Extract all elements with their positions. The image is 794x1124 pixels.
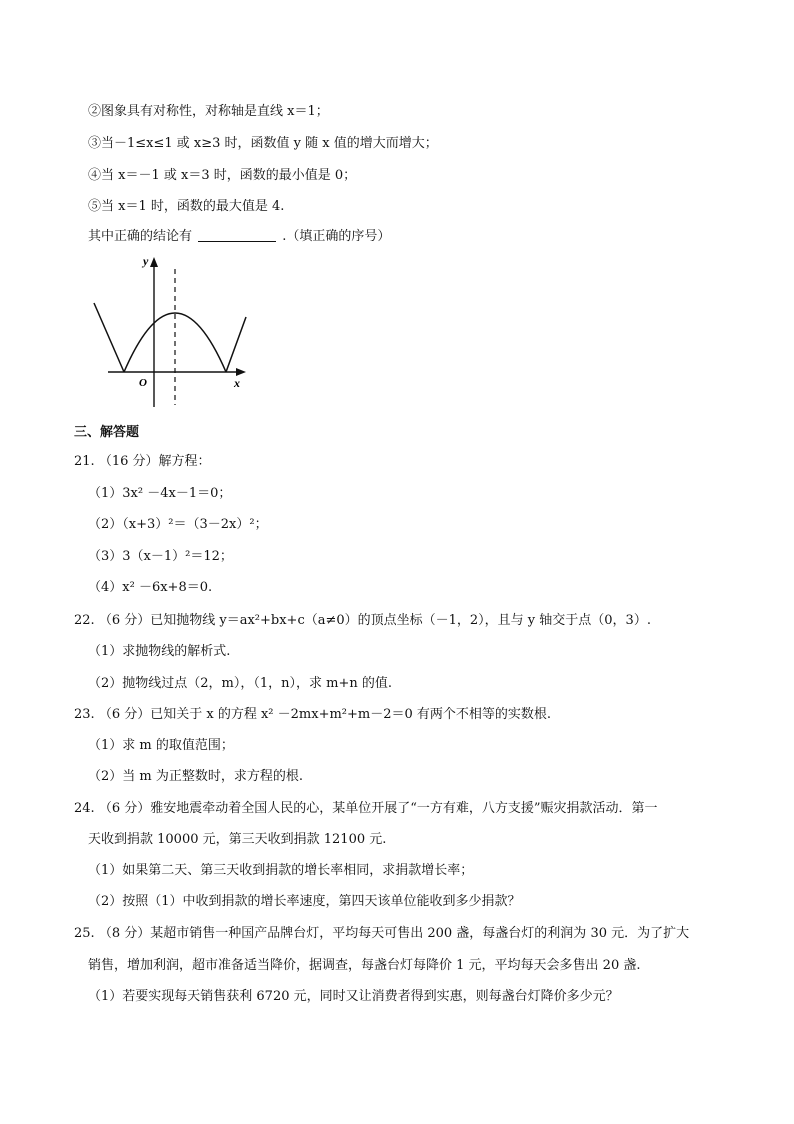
- answer-prompt-suffix: .（填正确的序号）: [282, 229, 391, 244]
- q24-stem-line-2: 天收到捐款 10000 元，第三天收到捐款 12100 元.: [88, 832, 387, 847]
- y-axis-arrow-icon: [150, 257, 158, 267]
- answer-prompt: [88, 228, 390, 246]
- q24-stem-line-1: 雅安地震牵动着全国人民的心，某单位开展了“一方有难，八方支援”赈灾捐款活动．第一: [150, 801, 658, 816]
- question-24: [74, 800, 658, 818]
- answer-blank[interactable]: [198, 229, 276, 242]
- q21-stem: 解方程：: [158, 454, 211, 469]
- q22-score: （6 分）: [98, 613, 151, 628]
- x-axis-arrow-icon: [236, 368, 246, 376]
- q25-stem-line-2: 销售，增加利润，超市准备适当降价，据调查，每盏台灯每降价 1 元，平均每天会多售出 20 盏.: [88, 958, 641, 973]
- q24-score: （6 分）: [98, 801, 151, 816]
- q22-number: 22.: [74, 613, 95, 628]
- q25-stem-line-1: 某超市销售一种国产品牌台灯，平均每天可售出 200 盏，每盏台灯的利润为 30 元．为了扩大: [150, 926, 690, 941]
- q25-number: 25.: [74, 926, 95, 941]
- q23-part-1: （1）求 m 的取值范围；: [88, 738, 234, 753]
- y-axis-label: y: [143, 255, 149, 268]
- answer-prompt-text: 其中正确的结论有: [88, 229, 193, 244]
- q21-part-2: （2）（x+3）²＝（3－2x）²；: [88, 517, 268, 532]
- x-axis-label: x: [234, 376, 240, 390]
- statement-5: ⑤当 x＝1 时，函数的最大值是 4.: [88, 199, 285, 214]
- question-22: [74, 612, 651, 630]
- question-23: [74, 706, 551, 724]
- q22-part-2: （2）抛物线过点（2，m），（1，n），求 m+n 的值.: [88, 676, 393, 691]
- question-25: [74, 925, 689, 943]
- statement-4: ④当 x＝－1 或 x＝3 时，函数的最小值是 0；: [88, 168, 357, 183]
- q23-part-2: （2）当 m 为正整数时，求方程的根.: [88, 769, 303, 784]
- curve-right-arm: [226, 317, 246, 372]
- q23-number: 23.: [74, 707, 95, 722]
- question-21: [74, 453, 211, 471]
- origin-label: O: [139, 377, 147, 389]
- q21-part-3: （3）3（x－1）²＝12；: [88, 549, 233, 564]
- q23-stem: 已知关于 x 的方程 x² －2mx+m²+m－2＝0 有两个不相等的实数根.: [150, 707, 552, 722]
- q24-part-1: （1）如果第二天、第三天收到捐款的增长率相同，求捐款增长率；: [88, 863, 474, 878]
- section-title: 三、解答题: [74, 425, 140, 440]
- q21-score: （16 分）: [98, 454, 159, 469]
- q25-score: （8 分）: [98, 926, 151, 941]
- q23-score: （6 分）: [98, 707, 151, 722]
- q21-part-1: （1）3x² －4x－1＝0；: [88, 486, 232, 501]
- q22-stem: 已知抛物线 y＝ax²+bx+c（a≠0）的顶点坐标（－1，2），且与 y 轴交于点（0，3）.: [150, 613, 651, 628]
- function-graph: [88, 255, 250, 411]
- q22-part-1: （1）求抛物线的解析式.: [88, 644, 231, 659]
- statement-3: ③当－1≤x≤1 或 x≥3 时，函数值 y 随 x 值的增大而增大；: [88, 136, 438, 151]
- statement-2: ②图象具有对称性，对称轴是直线 x＝1；: [88, 104, 329, 119]
- q21-part-4: （4）x² －6x+8＝0.: [88, 580, 213, 595]
- curve-left-arm: [94, 303, 124, 372]
- q24-number: 24.: [74, 801, 95, 816]
- q24-part-2: （2）按照（1）中收到捐款的增长率速度，第四天该单位能收到多少捐款？: [88, 894, 521, 909]
- q25-part-1: （1）若要实现每天销售获利 6720 元，同时又让消费者得到实惠，则每盏台灯降价多少元？: [88, 989, 619, 1004]
- q21-number: 21.: [74, 454, 95, 469]
